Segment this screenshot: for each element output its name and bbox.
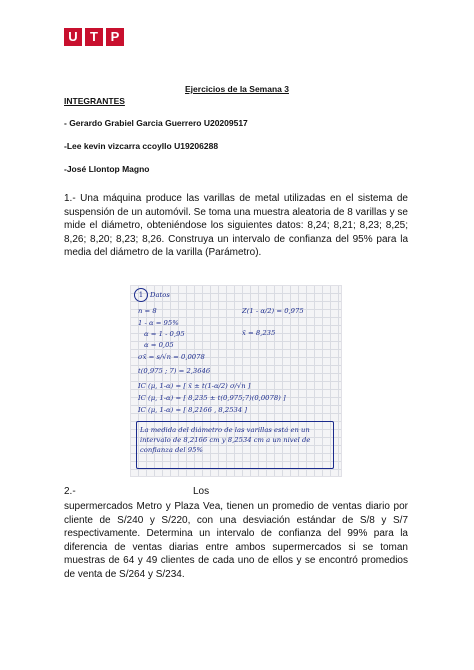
logo-letter-t: T	[85, 28, 103, 46]
exercise-1-statement: 1.- Una máquina produce las varillas de metal utilizadas en el sistema de suspensión de un automóvil. Se toma una muestra aleatoria de 8 varillas y se mide el diámetro, obteniéndose los siguientes datos: 8,24; 8,21; 8,23; 8,25; 8,26; 8,20; 8,23; 8,26. Construya un intervalo de confianza del 95% para la media del diámetro de la varilla (Parámetro).	[64, 193, 408, 258]
member-item: -Lee kevin vizcarra ccoyllo U19206288	[64, 141, 219, 151]
exercise-2-number: 2.-	[64, 486, 76, 497]
hw-line: n = 8	[138, 307, 157, 315]
integrantes-heading: INTEGRANTES	[64, 96, 125, 106]
hw-line: IC (μ, 1-α) = [ 8,2166 , 8,2534 ]	[138, 406, 247, 414]
logo-letter-p: P	[106, 28, 124, 46]
exercise-number-circle: 1	[134, 288, 148, 302]
member-item: -José Llontop Magno	[64, 164, 150, 174]
utp-logo	[64, 28, 124, 46]
hw-line: t(0,975 ; 7) = 2,3646	[138, 367, 211, 375]
hw-line: 1 - α = 95%	[138, 319, 179, 327]
exercise-2-statement: supermercados Metro y Plaza Vea, tienen un promedio de ventas diario por cliente de S/240 y S/220, con una desviación estándar de S/8 y S/7 respectivamente. Determina un intervalo de confianza del 99% para la diferencia de ventas diarias entre ambos supermercados si se toman muestras de 64 y 49 clientes de cada uno de ellos y se encontró promedios de venta de S/264 y S/234.	[64, 501, 408, 580]
hw-line: α = 1 - 0,95	[144, 330, 185, 338]
hw-line: α = 0,05	[144, 341, 174, 349]
conclusion-box	[136, 421, 334, 469]
hw-line: σx̄ = s/√n = 0,0078	[138, 353, 205, 361]
hw-line: IC (μ, 1-α) = [ 8,235 ± t(0,975;7)(0,0078) ]	[138, 394, 286, 402]
hw-line: x̄ = 8,235	[242, 329, 276, 337]
hw-line: IC (μ, 1-α) = [ x̄ ± t(1-α/2) σ/√n ]	[138, 382, 251, 390]
hw-line: Z(1 - α/2) = 0,975	[242, 307, 304, 315]
handwritten-solution-photo	[130, 285, 342, 477]
member-item: - Gerardo Grabiel Garcia Guerrero U20209517	[64, 118, 248, 128]
hw-line: Datos	[150, 291, 170, 299]
document-title: Ejercicios de la Semana 3	[185, 84, 289, 94]
hw-conclusion: La medida del diámetro de las varillas está en un intervalo de 8,2166 cm y 8,2534 cm a un nivel de confianza del 95%	[140, 426, 311, 454]
logo-letter-u: U	[64, 28, 82, 46]
exercise-2-first-word: Los	[193, 486, 210, 497]
